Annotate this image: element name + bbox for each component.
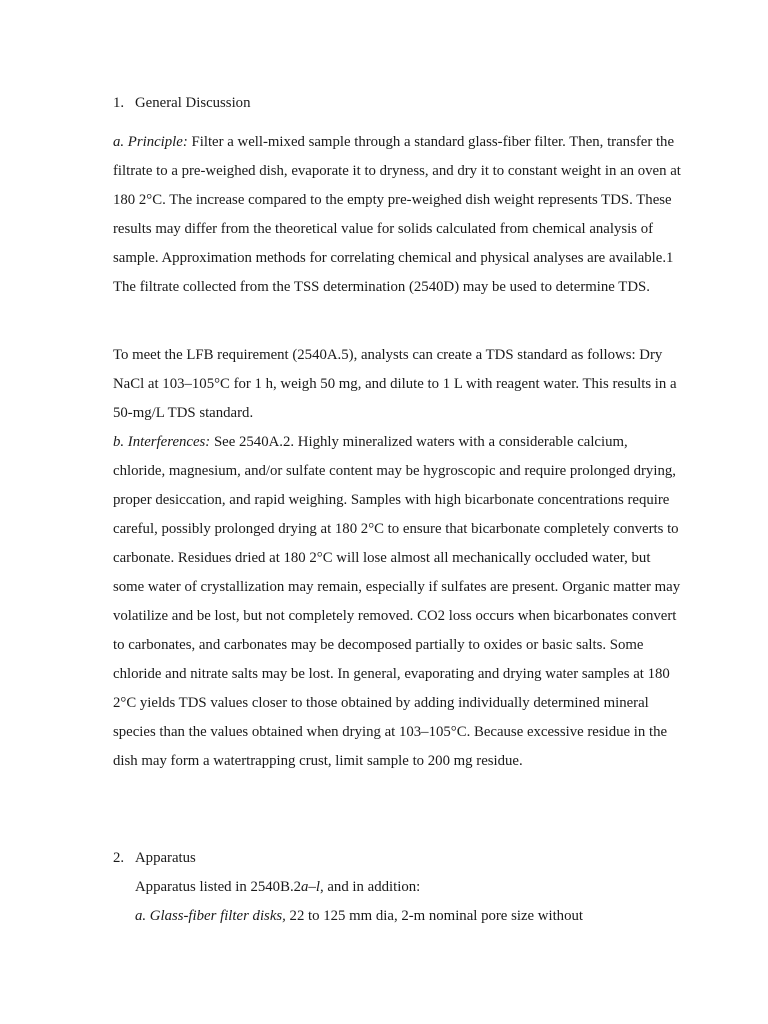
- apparatus-intro-after: , and in addition:: [319, 879, 421, 895]
- apparatus-intro-before: Apparatus listed in 2540B.2: [135, 879, 302, 895]
- section-title: Apparatus: [135, 850, 196, 866]
- apparatus-intro-italic: a–l: [301, 879, 320, 895]
- section-heading-apparatus: [113, 848, 196, 868]
- principle-label: a. Principle:: [113, 134, 188, 150]
- section-heading-general-discussion: [113, 93, 250, 113]
- lfb-paragraph: To meet the LFB requirement (2540A.5), analysts can create a TDS standard as follows: Dry NaCl at 103–105°C for 1 h, weigh 50 mg, and dilute to 1 L with reagent water. This results in a 50-mg/L TDS standard.: [113, 347, 677, 421]
- interferences-text: See 2540A.2. Highly mineralized waters with a considerable calcium, chloride, magnesium, and/or sulfate content may be hygroscopic and require prolonged drying, proper desiccation, and rapid weighing. Samples with high bicarbonate concentrations require careful, possibly prolonged drying at 180 2°C to ensure that bicarbonate completely converts to carbonate. Residues dried at 180 2°C will lose almost all mechanically occluded water, but some water of crystallization may remain, especially if sulfates are present. Organic matter may volatilize and be lost, but not completely removed. CO2 loss occurs when bicarbonates convert to carbonates, and carbonates may be decomposed partially to oxides or basic salts. Some chloride and nitrate salts may be lost. In general, evaporating and drying water samples at 180 2°C yields TDS values closer to those obtained by adding individually determined mineral species than the values obtained when drying at 103–105°C. Because excessive residue in the dish may form a watertrapping crust, limit sample to 200 mg residue.: [113, 434, 681, 769]
- glass-fiber-text: 22 to 125 mm dia, 2-m nominal pore size without: [285, 908, 583, 924]
- glass-fiber-item: [135, 902, 683, 931]
- interferences-paragraph: [113, 428, 683, 776]
- principle-paragraph: [113, 128, 683, 302]
- section-title: General Discussion: [135, 95, 251, 111]
- interferences-label: b. Interferences:: [113, 434, 211, 450]
- apparatus-intro: [135, 873, 683, 902]
- section-number: 2.: [113, 850, 125, 866]
- glass-fiber-label: a. Glass-fiber filter disks,: [135, 908, 286, 924]
- principle-text: Filter a well-mixed sample through a standard glass-fiber filter. Then, transfer the filtrate to a pre-weighed dish, evaporate it to dryness, and dry it to constant weight in an oven at 180 2°C. The increase compared to the empty pre-weighed dish weight represents TDS. These results may differ from the theoretical value for solids calculated from chemical analysis of sample. Approximation methods for correlating chemical and physical analyses are available.1 The filtrate collected from the TSS determination (2540D) may be used to determine TDS.: [113, 134, 681, 295]
- section-number: 1.: [113, 95, 125, 111]
